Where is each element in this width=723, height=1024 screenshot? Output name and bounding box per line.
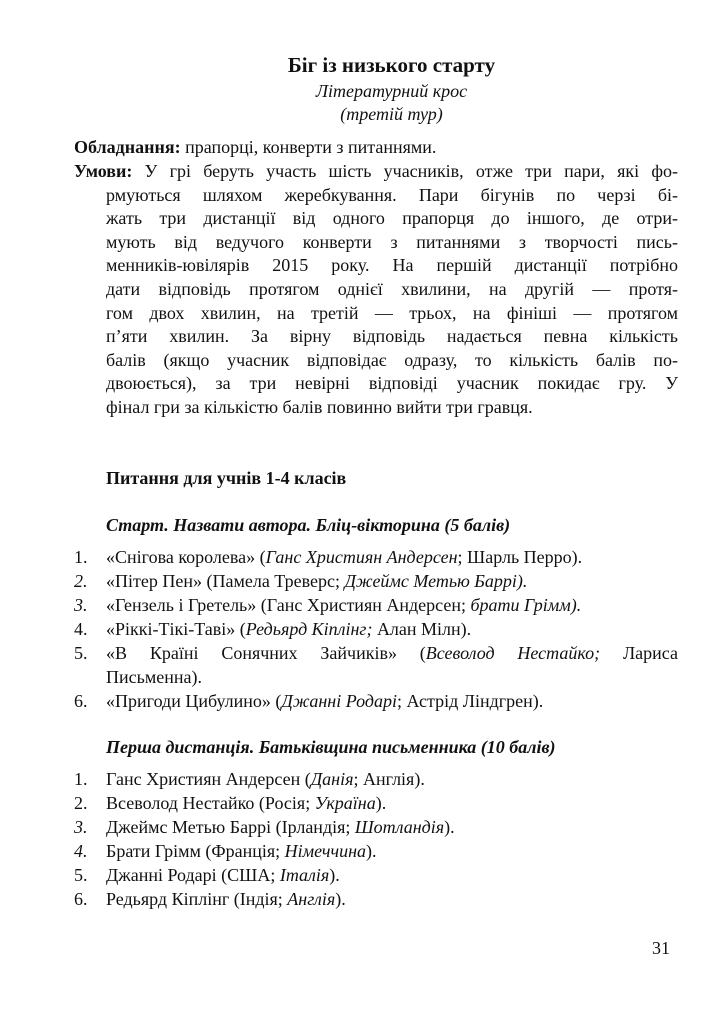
conditions-line: жать три дистанції від одного прапорця до іншого, де отри-	[106, 208, 678, 229]
first-distance-heading: Перша дистанція. Батьківщина письменника (10 балів)	[106, 737, 556, 757]
list-item: 4. «Ріккі-Тікі-Таві» (Редьярд Кіплінг; Алан Мілн).	[74, 619, 472, 639]
equipment-label: Обладнання:	[74, 137, 181, 157]
conditions-line: Умови: У грі беруть участь шість учасників, отже три пари, які фо-	[74, 161, 678, 181]
list-item: 1. Ганс Християн Андерсен (Данія; Англія).	[74, 769, 425, 789]
page-number: 31	[652, 938, 670, 958]
equipment-text: прапорці, конверти з питаннями.	[180, 137, 437, 157]
conditions-line: двоюється), за три невірні відповіді учасник покидає гру. У	[106, 373, 678, 394]
conditions-line: рмуються шляхом жеребкування. Пари бігунів по черзі бі-	[106, 184, 678, 205]
list-item: 6. «Пригоди Цибулино» (Джанні Родарі; Астрід Ліндгрен).	[74, 691, 544, 711]
questions-section-heading: Питання для учнів 1-4 класів	[106, 468, 347, 488]
conditions-line: п’яти хвилин. За вірну відповідь надається певна кількість	[106, 326, 678, 347]
start-question-list	[74, 545, 678, 713]
list-item: 5. «В Країні Сонячних Зайчиків» (Всеволод Нестайко; Лариса Письменна).	[74, 643, 678, 687]
list-item: 2. «Пітер Пен» (Памела Треверс; Джеймс Метью Баррі).	[74, 571, 528, 591]
list-item: 4. Брати Грімм (Франція; Німеччина).	[74, 841, 377, 861]
conditions-paragraph	[74, 160, 678, 420]
equipment-paragraph	[74, 136, 678, 160]
conditions-line: балів (якщо учасник відповідає одразу, то кількість балів по-	[106, 349, 678, 370]
round-label: (третій тур)	[340, 104, 443, 124]
list-item: 3. Джеймс Метью Баррі (Ірландія; Шотландія).	[74, 817, 455, 837]
list-item: 6. Редьярд Кіплінг (Індія; Англія).	[74, 889, 346, 909]
first-distance-list	[74, 767, 678, 911]
conditions-line: дати відповідь протягом однієї хвилини, на другій — протя-	[106, 278, 678, 299]
conditions-line: фінал гри за кількістю балів повинно вийти три гравця.	[106, 396, 533, 417]
page-subtitle: Літературний крос	[315, 81, 468, 101]
conditions-line: мують від ведучого конверти з питаннями з творчості пись-	[106, 231, 678, 252]
list-item: 3. «Гензель і Гретель» (Ганс Християн Андерсен; брати Грімм).	[74, 595, 582, 615]
conditions-line: менників-ювілярів 2015 року. На першій дистанції потрібно	[106, 255, 678, 276]
list-item: 2. Всеволод Нестайко (Росія; Україна).	[74, 793, 387, 813]
conditions-label: Умови:	[74, 161, 133, 181]
start-round-heading: Старт. Назвати автора. Бліц-вікторина (5 балів)	[106, 515, 511, 535]
conditions-line: гом двох хвилин, на третій — трьох, на фініші — протягом	[106, 302, 678, 323]
list-item: 5. Джанні Родарі (США; Італія).	[74, 865, 340, 885]
page-title: Біг із низького старту	[287, 53, 496, 77]
list-item: 1. «Снігова королева» (Ганс Християн Андерсен; Шарль Перро).	[74, 547, 583, 567]
